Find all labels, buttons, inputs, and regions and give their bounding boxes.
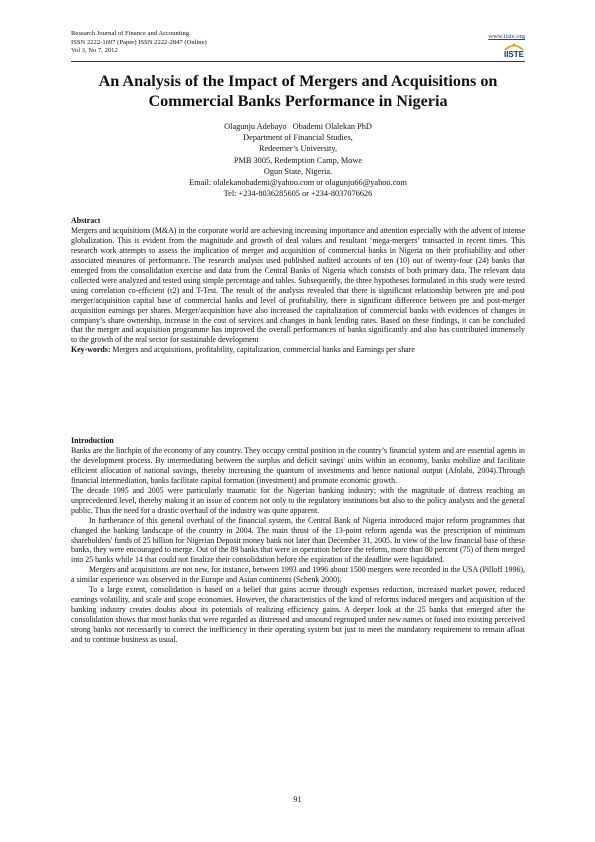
author-1: Olagunju Adebayo	[224, 122, 287, 131]
paper-title-line-2: Commercial Banks Performance in Nigeria	[148, 91, 448, 110]
iiste-logo	[503, 41, 525, 59]
paper-title	[71, 72, 525, 111]
journal-issn: ISSN 2222-1697 (Paper) ISSN 2222-2847 (Online)	[71, 38, 207, 46]
author-2: Obademi Olalekan PhD	[292, 122, 372, 131]
introduction-section	[71, 436, 525, 645]
keywords-text: Mergers and acquisitions, profitability, capitalization, commercial banks and Earnings per share	[110, 345, 415, 355]
introduction-heading: Introduction	[71, 436, 114, 445]
author-telephone: Tel: +234-8036285605 or +234-8037076626	[223, 189, 373, 199]
iiste-logo-text: IISTE	[503, 50, 524, 59]
abstract-text: Mergers and acquisitions (M&A) in the corporate world are achieving increasing importance and attention especially with the advent of intense globalization. This is evident from the magnitude and growth of deal values and resultant ‘mega-mergers’ transacted in recent times. This research work attempts to assess the implication of merger and acquisition of commercial banks in Nigeria on their profitability and other associated measures of performance. The research analysis used published audited accounts of ten (10) out of twenty-four (24) banks that emerged from the consolidation exercise and data from the Central Banks of Nigeria which consists of both primary data. The relevant data collected were analyzed and tested using simple percentage and tables. Subsequently, the three hypotheses formulated in this study were tested using correlation co-efficient (r2) and T-Test. The result of the analysis revealed that there is significant relationship between pre and post merger/acquisition capital base of commercial banks and level of profitability, there is significant difference between pre and post-merger acquisition earnings per shares. Merger/acquisition have also increased the capitalization of commercial banks with evidences of changes in company’s share ownership, increase in the cost of services and changes in bank lending rates. Based on these findings, it can be concluded that the merger and acquisition programme has improved the overall performances of banks significantly and also has contributed immensely to the growth of the real sector for sustainable development	[71, 225, 525, 345]
introduction-paragraph-5: To a large extent, consolidation is based on a belief that gains accrue through expenses reduction, increased market power, reduced earnings volatility, and scale and scope economies. However, the characteristics of the kind of reforms induced mergers and acquisition of the banking industry creates doubts about its potentials of realizing efficiency gains. A deeper look at the 25 banks that emerged after the consolidation shows that most banks that were regarded as distressed and unsound regrouped under new names or fused into existing perceived strong banks not necessarily to correct the inefficiency in their operating system but just to meet the mandatory requirement to remain afloat and to continue business as usual.	[71, 585, 525, 645]
keywords-label: Key-words:	[71, 345, 111, 355]
author-email: Email: olalekanobademi@yahoo.com or olagunju66@yahoo.com	[189, 178, 407, 188]
journal-url-link[interactable]: www.iiste.org	[488, 33, 525, 40]
running-header	[71, 30, 207, 56]
paper-title-line-1: An Analysis of the Impact of Mergers and Acquisitions on	[98, 72, 498, 90]
introduction-paragraph-3: In furtherance of this general overhaul of the financial system, the Central Bank of Nigeria introduced major reform programmes that changed the banking landscape of the country in 2004. The main thrust of the 13-point reform agenda was the prescription of minimum shareholders' funds of 25 billion for Nigerian Deposit money bank not later than December 31, 2005. In view of the low financial base of these banks, they were encouraged to merge. Out of the 89 banks that were in operation before the reform, more than 80 percent (75) of them merged into 25 banks while 14 that could not finalize their consolidation before the expiration of the deadline were liquidated.	[71, 515, 525, 565]
keywords-line	[71, 345, 525, 355]
abstract-section	[71, 216, 525, 355]
header-divider	[71, 61, 525, 62]
journal-name: Research Journal of Finance and Accounting	[71, 30, 190, 37]
page-number: 91	[293, 795, 302, 804]
author-names	[71, 121, 525, 132]
affiliation-line-1: Department of Financial Studies,	[243, 133, 353, 143]
introduction-paragraph-4: Mergers and acquisitions are not new, for instance, between 1993 and 1996 about 1500 mergers were recorded in the USA (Pilloff 1996), a similar experience was observed in the Europe and Asian continents (Schenk 2000).	[71, 565, 525, 585]
author-block	[71, 121, 525, 199]
introduction-paragraph-1: Banks are the linchpin of the economy of any country. They occupy central position in the country’s financial system and are essential agents in the development process. By intermediating between the surplus and deficit savings' units within an economy, banks mobilize and facilitate efficient allocation of national savings, thereby increasing the quantum of investments and hence national output (Afolabi, 2004).Through financial intermediation, banks facilitate capital formation (investment) and promote economic growth.	[71, 445, 525, 485]
abstract-heading: Abstract	[71, 216, 101, 225]
affiliation-line-4: Ogun State, Nigeria.	[263, 166, 333, 176]
journal-volume: Vol 3, No 7, 2012	[71, 47, 118, 54]
affiliation-line-3: PMB 3005, Redemption Camp, Mowe	[233, 155, 363, 165]
introduction-paragraph-2: The decade 1995 and 2005 were particularly traumatic for the Nigerian banking industry; with the magnitude of distress reaching an unprecedented level, thereby making it an issue of concern not only to the regulatory institutions but also to the policy analysts and the general public. Thus the need for a drastic overhaul of the industry was quite apparent.	[71, 485, 525, 515]
affiliation-line-2: Redeemer’s University,	[258, 144, 338, 154]
